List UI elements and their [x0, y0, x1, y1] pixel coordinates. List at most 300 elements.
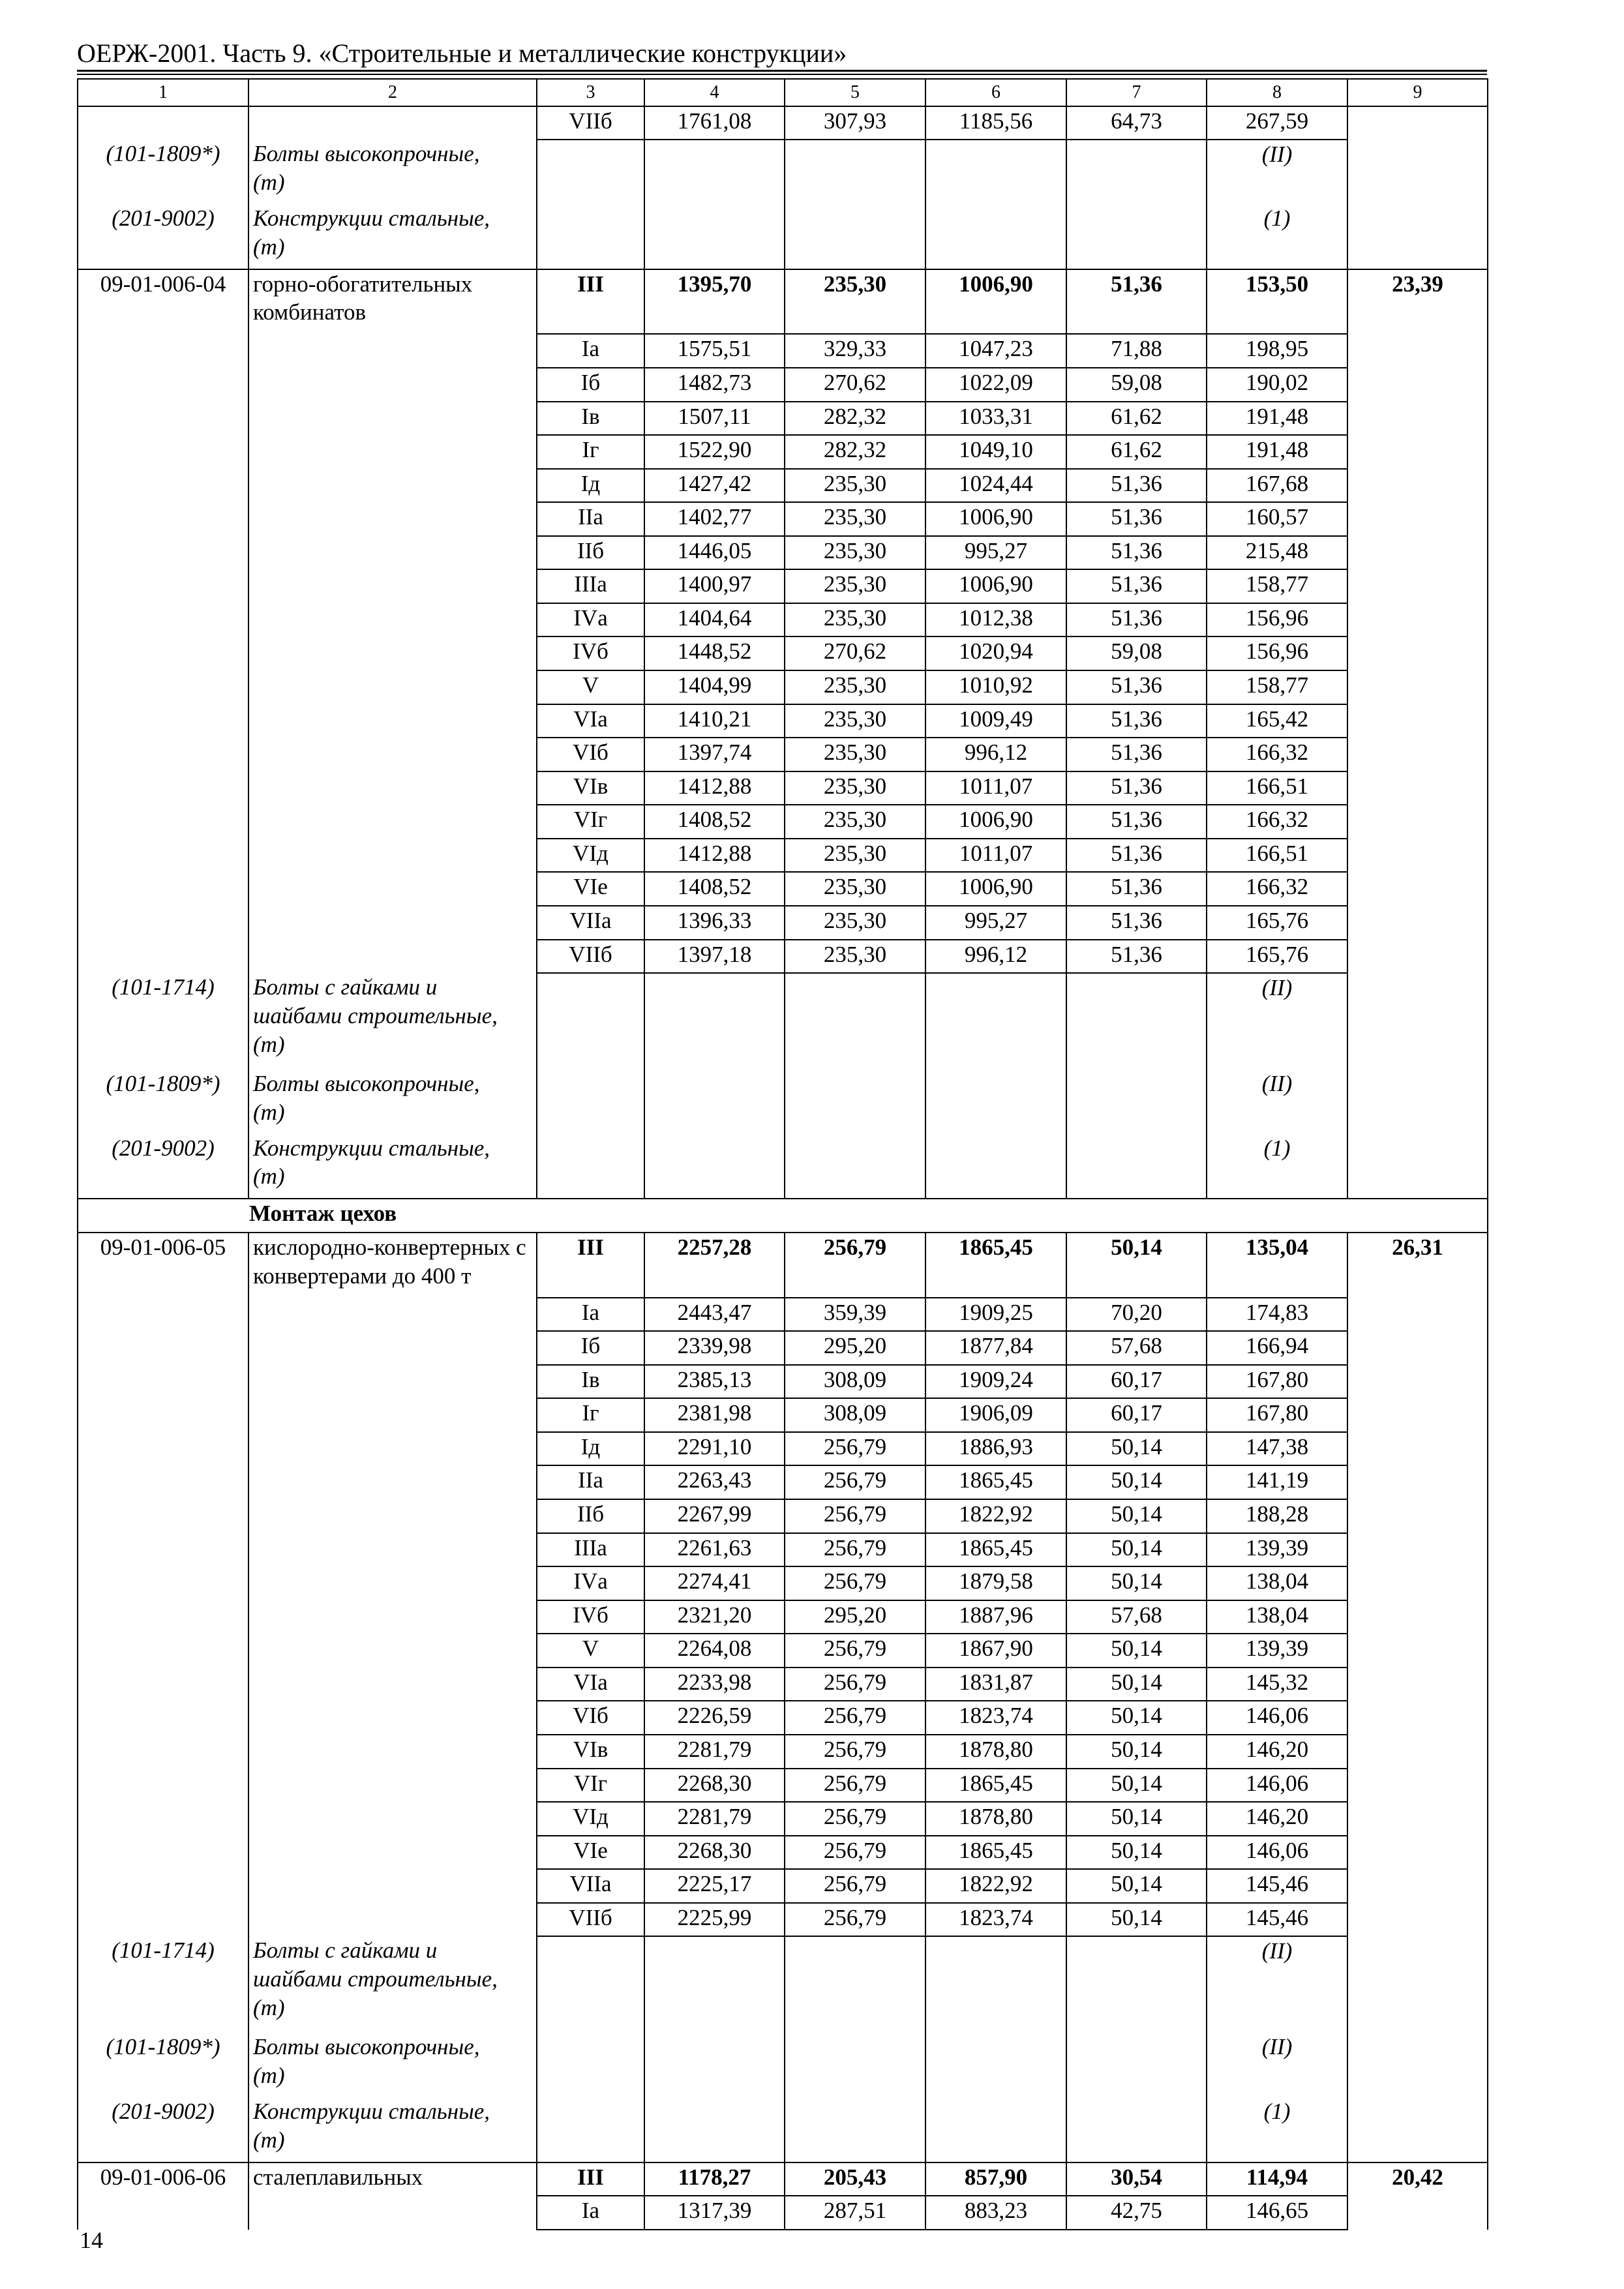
value-cell: 50,14: [1066, 1432, 1207, 1466]
value-cell: 135,04: [1207, 1233, 1347, 1298]
rate-code: [78, 334, 248, 368]
resource-code: (101-1714): [78, 973, 248, 1070]
rate-code: [78, 1836, 248, 1870]
value-cell: 42,75: [1066, 2196, 1207, 2230]
column-number: 7: [1066, 79, 1207, 106]
value-cell: [1347, 1735, 1488, 1769]
zone-cell: Iв: [537, 402, 644, 436]
table-row: [78, 1903, 1488, 1937]
table-row: [78, 469, 1488, 503]
value-cell: [1347, 1566, 1488, 1600]
value-cell: [1347, 738, 1488, 771]
value-cell: [644, 1134, 785, 1199]
zone-cell: IIб: [537, 1499, 644, 1533]
value-cell: 1446,05: [644, 536, 785, 570]
zone-cell: VIIб: [537, 940, 644, 974]
work-name: [248, 906, 537, 940]
resource-class: (II): [1207, 1936, 1347, 2033]
zone-cell: VIв: [537, 1735, 644, 1769]
value-cell: 2281,79: [644, 1802, 785, 1836]
value-cell: 295,20: [785, 1331, 925, 1365]
value-cell: 2385,13: [644, 1365, 785, 1399]
rate-code: 09-01-006-04: [78, 269, 248, 335]
value-cell: 51,36: [1066, 603, 1207, 637]
value-cell: 235,30: [785, 603, 925, 637]
value-cell: 50,14: [1066, 1836, 1207, 1870]
value-cell: 2381,98: [644, 1398, 785, 1432]
value-cell: [1347, 1836, 1488, 1870]
value-cell: 50,14: [1066, 1769, 1207, 1803]
value-cell: [1347, 334, 1488, 368]
zone-cell: IVа: [537, 603, 644, 637]
work-name: [248, 2196, 537, 2230]
table-row: [78, 334, 1488, 368]
value-cell: 1865,45: [925, 1533, 1066, 1567]
resource-name-line: Болты высокопрочные,: [253, 141, 480, 167]
resource-row: [78, 1936, 1488, 2033]
table-row: [78, 1701, 1488, 1735]
value-cell: 2261,63: [644, 1533, 785, 1567]
table-row: [78, 1465, 1488, 1499]
zone-cell: [537, 1936, 644, 2033]
rate-code: [78, 1668, 248, 1701]
value-cell: 51,36: [1066, 469, 1207, 503]
table-row: [78, 603, 1488, 637]
value-cell: 1412,88: [644, 771, 785, 805]
table-row: [78, 1398, 1488, 1432]
value-cell: 996,12: [925, 738, 1066, 771]
value-cell: 235,30: [785, 906, 925, 940]
table-row: [78, 2196, 1488, 2230]
resource-name-line: Конструкции стальные,: [253, 1135, 490, 1161]
value-cell: 1396,33: [644, 906, 785, 940]
work-name: [248, 1365, 537, 1399]
resource-name-line: Болты с гайками и: [253, 974, 438, 1000]
value-cell: 1823,74: [925, 1903, 1066, 1937]
rate-code: [78, 636, 248, 670]
value-cell: [1066, 973, 1207, 1070]
table-row: [78, 1298, 1488, 1332]
value-cell: 1006,90: [925, 569, 1066, 603]
value-cell: [1347, 973, 1488, 1070]
value-cell: 256,79: [785, 1465, 925, 1499]
value-cell: 167,80: [1207, 1398, 1347, 1432]
zone-cell: Iб: [537, 1331, 644, 1365]
work-name: [248, 839, 537, 873]
zone-cell: VIе: [537, 872, 644, 906]
resource-name-line: Конструкции стальные,: [253, 205, 490, 231]
zone-cell: V: [537, 1634, 644, 1668]
value-cell: 235,30: [785, 269, 925, 335]
zone-cell: [537, 1070, 644, 1134]
value-cell: 51,36: [1066, 502, 1207, 536]
value-cell: 51,36: [1066, 269, 1207, 335]
value-cell: [1347, 1365, 1488, 1399]
table-row: [78, 1668, 1488, 1701]
value-cell: [1347, 435, 1488, 469]
work-name: сталеплавильных: [248, 2162, 537, 2196]
value-cell: 235,30: [785, 872, 925, 906]
value-cell: 2257,28: [644, 1233, 785, 1298]
value-cell: 147,38: [1207, 1432, 1347, 1466]
value-cell: [1347, 906, 1488, 940]
value-cell: 50,14: [1066, 1465, 1207, 1499]
value-cell: [1066, 1936, 1207, 2033]
resource-name-line: Болты с гайками и: [253, 1937, 438, 1964]
value-cell: 883,23: [925, 2196, 1066, 2230]
value-cell: 1507,11: [644, 402, 785, 436]
zone-cell: Iг: [537, 1398, 644, 1432]
value-cell: 256,79: [785, 1533, 925, 1567]
column-number: 3: [537, 79, 644, 106]
zone-cell: III: [537, 2162, 644, 2196]
value-cell: [1347, 1298, 1488, 1332]
value-cell: 215,48: [1207, 536, 1347, 570]
value-cell: 307,93: [785, 106, 925, 140]
value-cell: 1823,74: [925, 1701, 1066, 1735]
value-cell: 1877,84: [925, 1331, 1066, 1365]
work-name: [248, 1432, 537, 1466]
value-cell: [644, 140, 785, 204]
table-row: [78, 1836, 1488, 1870]
rate-code: [78, 940, 248, 974]
resource-row: [78, 2097, 1488, 2162]
rate-code: [78, 569, 248, 603]
value-cell: 1178,27: [644, 2162, 785, 2196]
rate-code: [78, 2196, 248, 2230]
value-cell: 235,30: [785, 839, 925, 873]
rate-code: 09-01-006-05: [78, 1233, 248, 1298]
table-row: [78, 536, 1488, 570]
value-cell: [1347, 872, 1488, 906]
resource-class: (II): [1207, 973, 1347, 1070]
value-cell: 282,32: [785, 402, 925, 436]
value-cell: [1347, 1936, 1488, 2033]
value-cell: [1347, 636, 1488, 670]
table-row: [78, 839, 1488, 873]
zone-cell: [537, 204, 644, 269]
work-name: [248, 1869, 537, 1903]
value-cell: 235,30: [785, 805, 925, 839]
value-cell: [1347, 402, 1488, 436]
zone-cell: VIд: [537, 1802, 644, 1836]
value-cell: 256,79: [785, 1769, 925, 1803]
resource-code: (201-9002): [78, 204, 248, 269]
work-name: [248, 1533, 537, 1567]
value-cell: 270,62: [785, 636, 925, 670]
table-row: [78, 2162, 1488, 2196]
table-row: [78, 636, 1488, 670]
resource-row: [78, 204, 1488, 269]
table-row: [78, 1869, 1488, 1903]
zone-cell: [537, 1134, 644, 1199]
zone-cell: [537, 140, 644, 204]
zone-cell: III: [537, 269, 644, 335]
work-name: [248, 569, 537, 603]
table-row: [78, 670, 1488, 704]
work-name: горно-обогатительных комбинатов: [248, 269, 537, 335]
table-row: [78, 106, 1488, 140]
value-cell: 160,57: [1207, 502, 1347, 536]
rate-code: [78, 670, 248, 704]
table-row: [78, 906, 1488, 940]
zone-cell: Iа: [537, 2196, 644, 2230]
value-cell: 1427,42: [644, 469, 785, 503]
work-name: кислородно-конвертерных с конвертерами до 400 т: [248, 1233, 537, 1298]
column-number: 5: [785, 79, 925, 106]
work-name: [248, 636, 537, 670]
table-row: [78, 269, 1488, 335]
table-row: [78, 402, 1488, 436]
rate-code: [78, 872, 248, 906]
value-cell: [1347, 204, 1488, 269]
running-header: ОЕРЖ-2001. Часть 9. «Строительные и металлические конструкции»: [77, 38, 847, 68]
rate-code: [78, 1398, 248, 1432]
zone-cell: IIб: [537, 536, 644, 570]
rate-code: [78, 1869, 248, 1903]
value-cell: 2264,08: [644, 1634, 785, 1668]
value-cell: [644, 973, 785, 1070]
rate-code: [78, 1566, 248, 1600]
value-cell: [785, 140, 925, 204]
table-row: [78, 1533, 1488, 1567]
value-cell: [925, 1134, 1066, 1199]
value-cell: 995,27: [925, 536, 1066, 570]
table-row: [78, 1365, 1488, 1399]
zone-cell: VIIа: [537, 906, 644, 940]
resource-class: (II): [1207, 2033, 1347, 2097]
value-cell: 1867,90: [925, 1634, 1066, 1668]
value-cell: 51,36: [1066, 569, 1207, 603]
zone-cell: IVб: [537, 636, 644, 670]
resource-name: [248, 1134, 537, 1199]
value-cell: 267,59: [1207, 106, 1347, 140]
resource-class: (1): [1207, 204, 1347, 269]
resource-row: [78, 1070, 1488, 1134]
resource-name: [248, 2097, 537, 2162]
value-cell: 235,30: [785, 569, 925, 603]
table-row: [78, 1634, 1488, 1668]
value-cell: 2225,99: [644, 1903, 785, 1937]
value-cell: [1347, 2097, 1488, 2162]
zone-cell: VIд: [537, 839, 644, 873]
value-cell: 996,12: [925, 940, 1066, 974]
resource-name-line: (т): [253, 233, 285, 260]
value-cell: 256,79: [785, 1499, 925, 1533]
value-cell: 146,20: [1207, 1735, 1347, 1769]
value-cell: 1009,49: [925, 704, 1066, 738]
value-cell: 235,30: [785, 670, 925, 704]
value-cell: 1878,80: [925, 1802, 1066, 1836]
header-rule-thin: [77, 74, 1487, 75]
value-cell: 256,79: [785, 1634, 925, 1668]
rate-code: 09-01-006-06: [78, 2162, 248, 2196]
zone-cell: VIIб: [537, 106, 644, 140]
value-cell: 51,36: [1066, 805, 1207, 839]
value-cell: 190,02: [1207, 368, 1347, 402]
zone-cell: VIIа: [537, 1869, 644, 1903]
value-cell: 158,77: [1207, 670, 1347, 704]
work-name: [248, 536, 537, 570]
header-rule: [77, 70, 1487, 72]
value-cell: [1066, 1134, 1207, 1199]
value-cell: 50,14: [1066, 1668, 1207, 1701]
value-cell: [1347, 469, 1488, 503]
value-cell: [1347, 1398, 1488, 1432]
zone-cell: Iв: [537, 1365, 644, 1399]
resource-code: (101-1809*): [78, 2033, 248, 2097]
value-cell: 1006,90: [925, 269, 1066, 335]
value-cell: 51,36: [1066, 839, 1207, 873]
table-row: [78, 502, 1488, 536]
value-cell: 359,39: [785, 1298, 925, 1332]
value-cell: 198,95: [1207, 334, 1347, 368]
column-number: 2: [248, 79, 537, 106]
resource-class: (1): [1207, 2097, 1347, 2162]
value-cell: 165,76: [1207, 940, 1347, 974]
value-cell: 2274,41: [644, 1566, 785, 1600]
resource-row: [78, 2033, 1488, 2097]
rate-code: [78, 704, 248, 738]
value-cell: 57,68: [1066, 1331, 1207, 1365]
value-cell: 146,06: [1207, 1701, 1347, 1735]
value-cell: 308,09: [785, 1398, 925, 1432]
value-cell: [1347, 805, 1488, 839]
value-cell: 1317,39: [644, 2196, 785, 2230]
resource-name-line: Болты высокопрочные,: [253, 1070, 480, 1096]
table-row: [78, 1600, 1488, 1634]
value-cell: 256,79: [785, 1566, 925, 1600]
value-cell: [1347, 1869, 1488, 1903]
value-cell: [785, 2033, 925, 2097]
value-cell: 2225,17: [644, 1869, 785, 1903]
zone-cell: III: [537, 1233, 644, 1298]
value-cell: 166,32: [1207, 738, 1347, 771]
column-number: 9: [1347, 79, 1488, 106]
zone-cell: VIг: [537, 1769, 644, 1803]
value-cell: 235,30: [785, 771, 925, 805]
value-cell: 60,17: [1066, 1365, 1207, 1399]
value-cell: [1347, 1769, 1488, 1803]
value-cell: 1887,96: [925, 1600, 1066, 1634]
work-name: [248, 1836, 537, 1870]
rate-code: [78, 738, 248, 771]
resource-name-line: Конструкции стальные,: [253, 2098, 490, 2124]
value-cell: [1347, 368, 1488, 402]
table-row: [78, 1499, 1488, 1533]
resource-name: [248, 2033, 537, 2097]
value-cell: [1347, 839, 1488, 873]
resource-code: (101-1714): [78, 1936, 248, 2033]
value-cell: 51,36: [1066, 670, 1207, 704]
value-cell: 1831,87: [925, 1668, 1066, 1701]
value-cell: [1347, 1134, 1488, 1199]
value-cell: 256,79: [785, 1233, 925, 1298]
value-cell: 191,48: [1207, 435, 1347, 469]
value-cell: 1397,18: [644, 940, 785, 974]
resource-name-line: шайбами строительные,: [253, 1966, 498, 1992]
resource-name-line: (т): [253, 1163, 285, 1189]
table-row: [78, 1432, 1488, 1466]
value-cell: 2267,99: [644, 1499, 785, 1533]
value-cell: [785, 973, 925, 1070]
value-cell: [1347, 1465, 1488, 1499]
value-cell: 235,30: [785, 940, 925, 974]
resource-code: (101-1809*): [78, 1070, 248, 1134]
value-cell: 1822,92: [925, 1869, 1066, 1903]
value-cell: [1347, 1903, 1488, 1937]
value-cell: [1347, 1331, 1488, 1365]
value-cell: [925, 973, 1066, 1070]
section-row: [78, 1199, 1488, 1233]
value-cell: 1865,45: [925, 1836, 1066, 1870]
rate-code: [78, 1903, 248, 1937]
table-row: [78, 704, 1488, 738]
value-cell: 1879,58: [925, 1566, 1066, 1600]
rate-code: [78, 1802, 248, 1836]
rate-code: [78, 603, 248, 637]
value-cell: 1049,10: [925, 435, 1066, 469]
value-cell: 1006,90: [925, 872, 1066, 906]
work-name: [248, 1903, 537, 1937]
zone-cell: IIIа: [537, 1533, 644, 1567]
value-cell: 995,27: [925, 906, 1066, 940]
work-name: [248, 1634, 537, 1668]
value-cell: 23,39: [1347, 269, 1488, 335]
value-cell: 1408,52: [644, 805, 785, 839]
work-name: [248, 1499, 537, 1533]
work-name: [248, 368, 537, 402]
value-cell: 1011,07: [925, 771, 1066, 805]
resource-name: [248, 1936, 537, 2033]
work-name: [248, 771, 537, 805]
work-name: [248, 603, 537, 637]
value-cell: 30,54: [1066, 2162, 1207, 2196]
zone-cell: VIб: [537, 1701, 644, 1735]
zone-cell: IVб: [537, 1600, 644, 1634]
value-cell: 1020,94: [925, 636, 1066, 670]
rate-code: [78, 1634, 248, 1668]
work-name: [248, 469, 537, 503]
column-number: 1: [78, 79, 248, 106]
value-cell: 145,46: [1207, 1869, 1347, 1903]
column-number: 6: [925, 79, 1066, 106]
work-name: [248, 1298, 537, 1332]
value-cell: [785, 2097, 925, 2162]
value-cell: 2443,47: [644, 1298, 785, 1332]
value-cell: 1865,45: [925, 1769, 1066, 1803]
zone-cell: VIв: [537, 771, 644, 805]
zone-cell: VIг: [537, 805, 644, 839]
value-cell: 1522,90: [644, 435, 785, 469]
value-cell: [1347, 1432, 1488, 1466]
rate-code: [78, 805, 248, 839]
value-cell: [1347, 1499, 1488, 1533]
value-cell: 20,42: [1347, 2162, 1488, 2196]
value-cell: 1022,09: [925, 368, 1066, 402]
value-cell: [1347, 536, 1488, 570]
resource-name-line: Болты высокопрочные,: [253, 2034, 480, 2060]
value-cell: 70,20: [1066, 1298, 1207, 1332]
rates-table: [77, 78, 1488, 2230]
value-cell: [1347, 1634, 1488, 1668]
value-cell: [925, 1936, 1066, 2033]
table-row: [78, 771, 1488, 805]
value-cell: 167,80: [1207, 1365, 1347, 1399]
value-cell: 156,96: [1207, 603, 1347, 637]
section-title: Монтаж цехов: [78, 1199, 1488, 1233]
value-cell: 59,08: [1066, 636, 1207, 670]
